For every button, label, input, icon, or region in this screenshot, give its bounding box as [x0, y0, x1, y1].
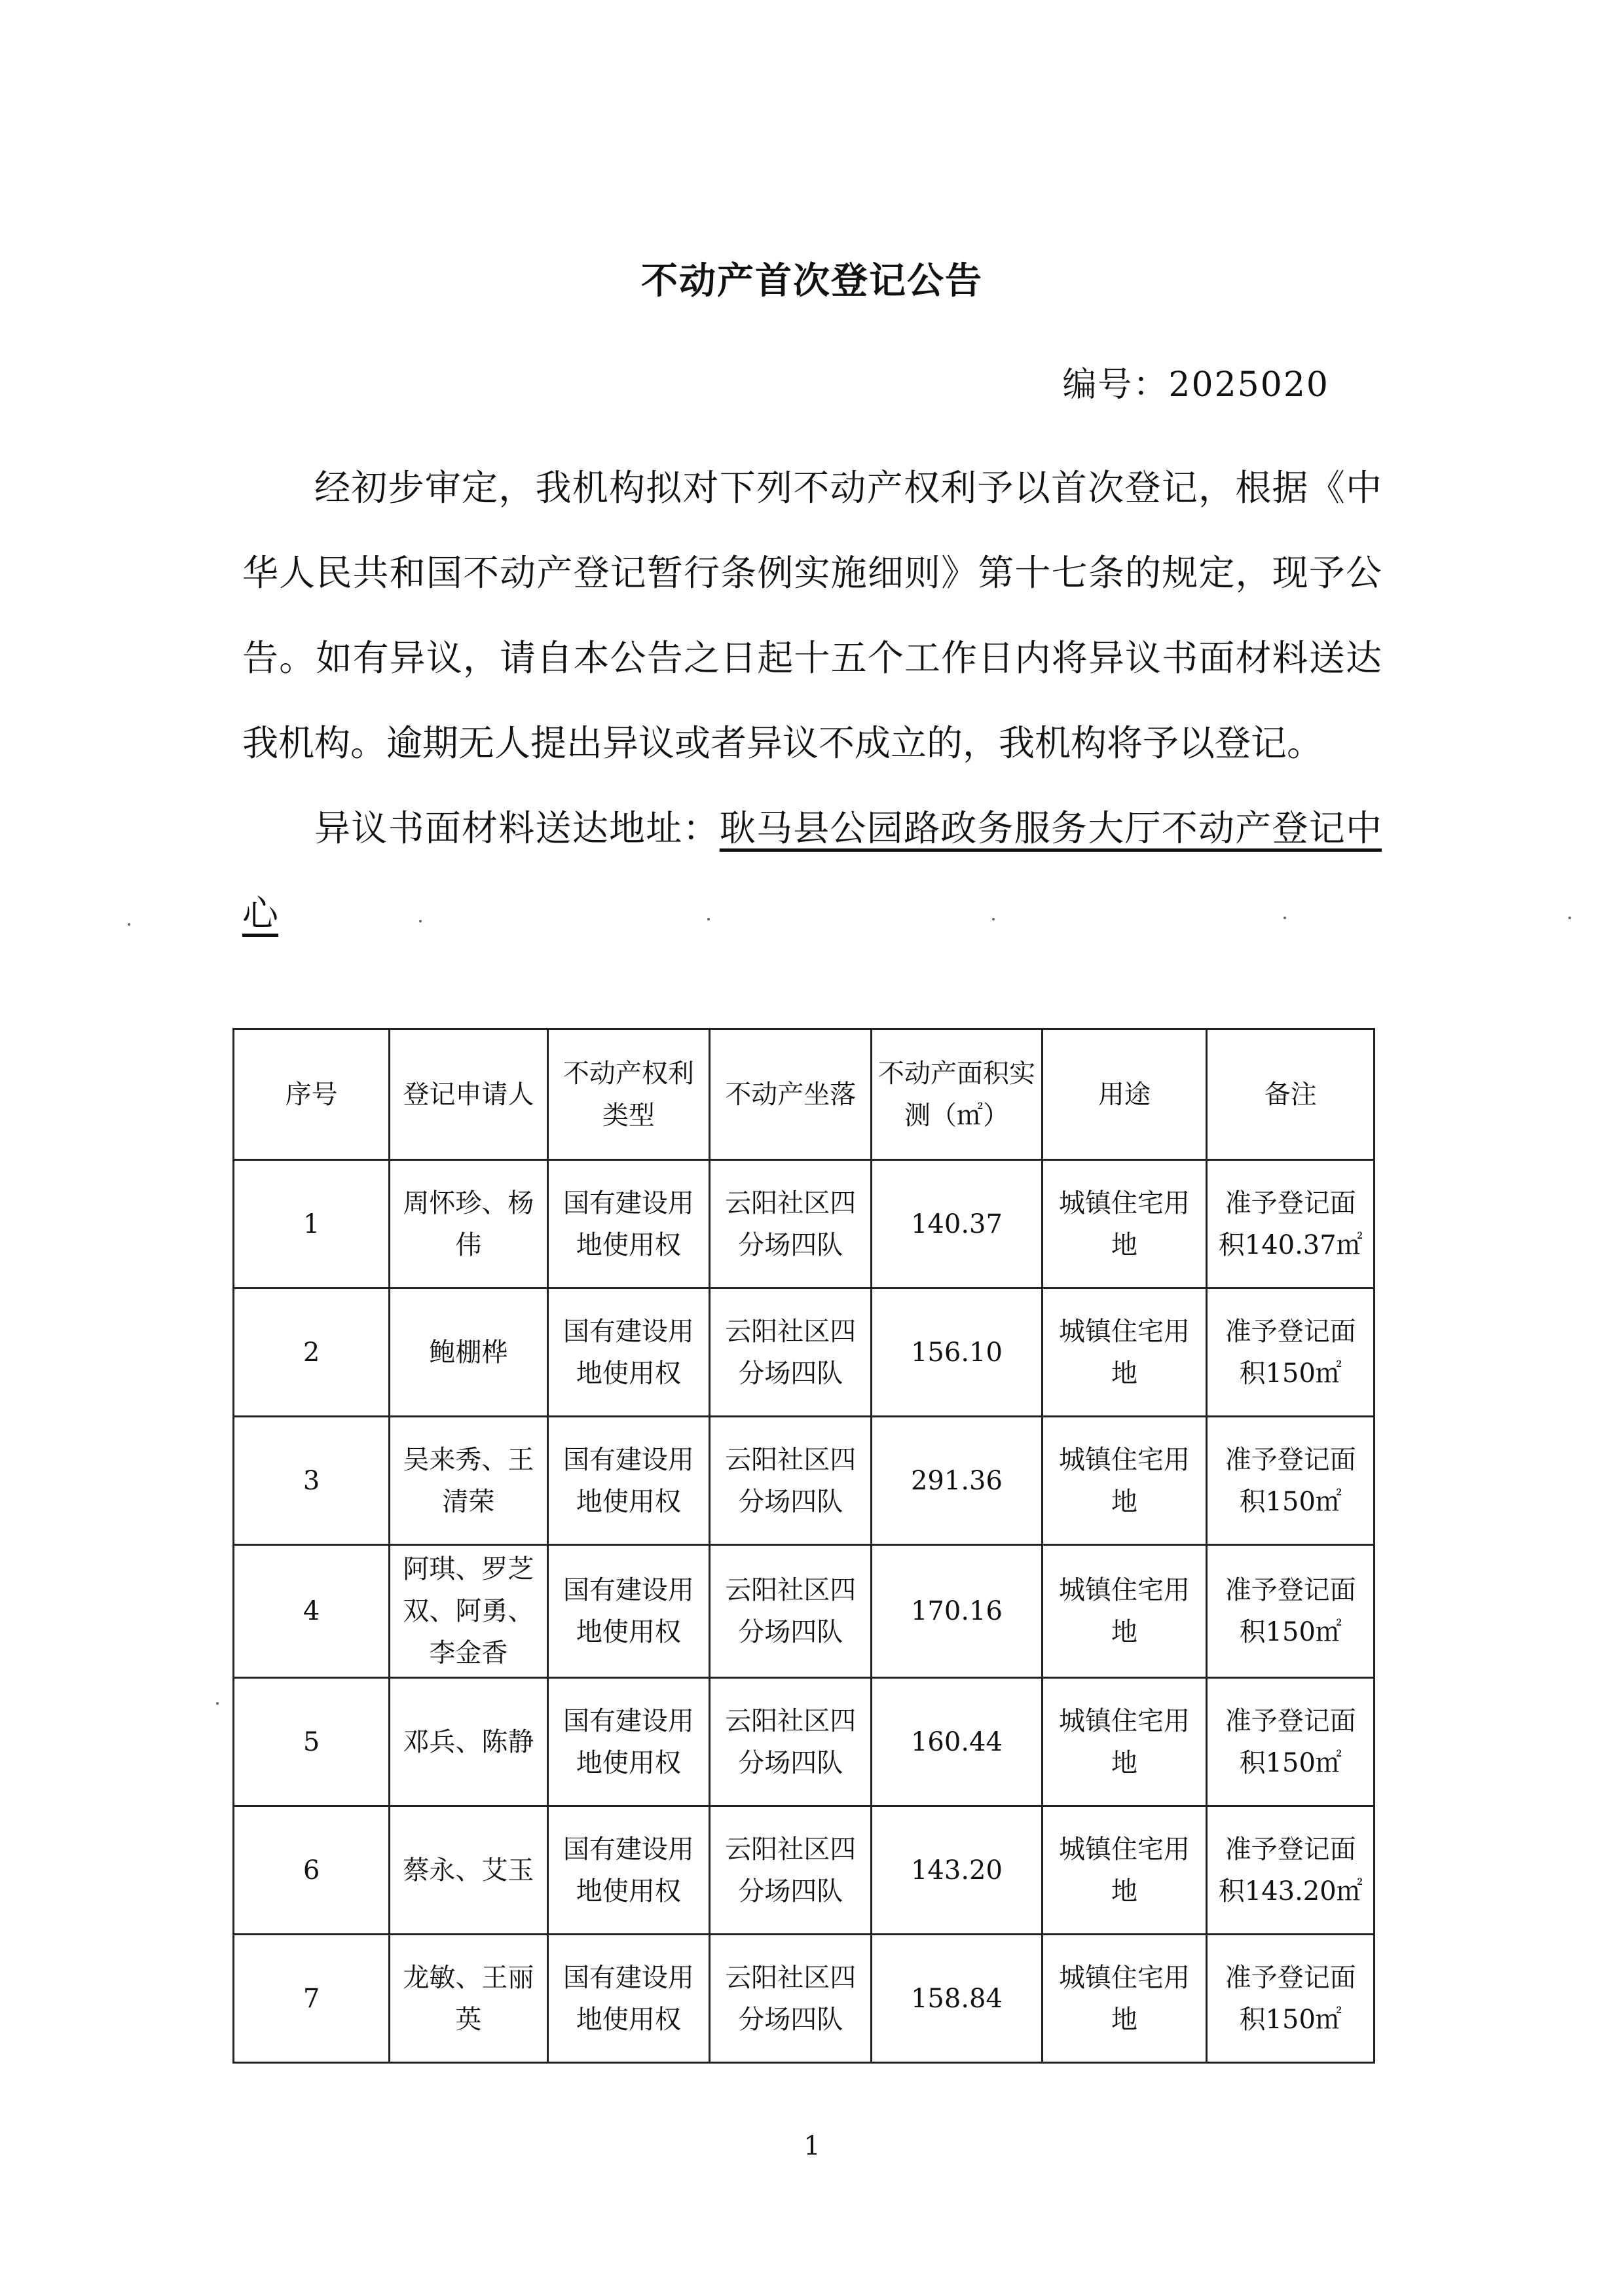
- cell-index: 1: [234, 1160, 390, 1288]
- cell-applicant: 龙敏、王丽英: [390, 1935, 547, 2063]
- cell-usage: 城镇住宅用地: [1042, 1678, 1207, 1806]
- page-title: 不动产首次登记公告: [641, 260, 983, 302]
- document-number: 编号：2025020: [1062, 365, 1329, 405]
- cell-index: 7: [234, 1935, 390, 2063]
- cell-applicant: 邓兵、陈静: [390, 1678, 547, 1806]
- table-row: [234, 1417, 1375, 1545]
- cell-index: 2: [234, 1288, 390, 1417]
- cell-area: 156.10: [872, 1288, 1042, 1417]
- announcement-body: [242, 445, 1382, 956]
- cell-right-type: 国有建设用地使用权: [547, 1288, 709, 1417]
- header-right-type: 不动产权利类型: [547, 1029, 709, 1160]
- scan-speck: [1568, 917, 1571, 919]
- header-location: 不动产坐落: [710, 1029, 872, 1160]
- cell-right-type: 国有建设用地使用权: [547, 1417, 709, 1545]
- cell-location: 云阳社区四分场四队: [710, 1417, 872, 1545]
- cell-location: 云阳社区四分场四队: [710, 1806, 872, 1935]
- cell-usage: 城镇住宅用地: [1042, 1545, 1207, 1678]
- cell-right-type: 国有建设用地使用权: [547, 1545, 709, 1678]
- table-row: [234, 1545, 1375, 1678]
- cell-index: 4: [234, 1545, 390, 1678]
- header-applicant: 登记申请人: [390, 1029, 547, 1160]
- cell-area: 158.84: [872, 1935, 1042, 2063]
- scan-speck: [216, 1702, 219, 1705]
- cell-index: 6: [234, 1806, 390, 1935]
- header-remark: 备注: [1207, 1029, 1375, 1160]
- cell-right-type: 国有建设用地使用权: [547, 1935, 709, 2063]
- cell-area: 291.36: [872, 1417, 1042, 1545]
- table-row: [234, 1160, 1375, 1288]
- announcement-paragraph: 经初步审定，我机构拟对下列不动产权利予以首次登记，根据《中华人民共和国不动产登记暂行条例实施细则》第十七条的规定，现予公告。如有异议，请自本公告之日起十五个工作日内将异议书面材料送达我机构。逾期无人提出异议或者异议不成立的，我机构将予以登记。: [242, 467, 1382, 764]
- page-number: 1: [803, 2131, 821, 2161]
- cell-right-type: 国有建设用地使用权: [547, 1806, 709, 1935]
- cell-applicant: 阿琪、罗芝双、阿勇、李金香: [390, 1545, 547, 1678]
- cell-applicant: 吴来秀、王清荣: [390, 1417, 547, 1545]
- registration-table: [232, 1028, 1375, 2064]
- cell-usage: 城镇住宅用地: [1042, 1935, 1207, 2063]
- table-row: [234, 1288, 1375, 1417]
- table-row: [234, 1935, 1375, 2063]
- cell-usage: 城镇住宅用地: [1042, 1417, 1207, 1545]
- scan-speck: [1283, 917, 1286, 919]
- header-usage: 用途: [1042, 1029, 1207, 1160]
- scan-speck: [419, 920, 422, 922]
- cell-applicant: 鲍棚桦: [390, 1288, 547, 1417]
- cell-area: 143.20: [872, 1806, 1042, 1935]
- cell-usage: 城镇住宅用地: [1042, 1806, 1207, 1935]
- table-row: [234, 1678, 1375, 1806]
- scan-speck: [128, 923, 130, 926]
- cell-remark: 准予登记面积150㎡: [1207, 1417, 1375, 1545]
- cell-right-type: 国有建设用地使用权: [547, 1160, 709, 1288]
- cell-location: 云阳社区四分场四队: [710, 1288, 872, 1417]
- cell-remark: 准予登记面积140.37㎡: [1207, 1160, 1375, 1288]
- cell-location: 云阳社区四分场四队: [710, 1935, 872, 2063]
- scan-speck: [992, 918, 995, 920]
- cell-area: 160.44: [872, 1678, 1042, 1806]
- cell-area: 140.37: [872, 1160, 1042, 1288]
- cell-usage: 城镇住宅用地: [1042, 1160, 1207, 1288]
- cell-location: 云阳社区四分场四队: [710, 1678, 872, 1806]
- table-header-row: [234, 1029, 1375, 1160]
- cell-remark: 准予登记面积150㎡: [1207, 1678, 1375, 1806]
- cell-remark: 准予登记面积150㎡: [1207, 1545, 1375, 1678]
- cell-index: 5: [234, 1678, 390, 1806]
- header-index: 序号: [234, 1029, 390, 1160]
- cell-location: 云阳社区四分场四队: [710, 1545, 872, 1678]
- cell-usage: 城镇住宅用地: [1042, 1288, 1207, 1417]
- cell-index: 3: [234, 1417, 390, 1545]
- cell-right-type: 国有建设用地使用权: [547, 1678, 709, 1806]
- scan-speck: [707, 918, 710, 920]
- cell-applicant: 蔡永、艾玉: [390, 1806, 547, 1935]
- cell-location: 云阳社区四分场四队: [710, 1160, 872, 1288]
- header-area: 不动产面积实测（㎡）: [872, 1029, 1042, 1160]
- address-label: 异议书面材料送达地址：: [314, 807, 720, 849]
- address-paragraph: [242, 786, 1382, 956]
- cell-remark: 准予登记面积143.20㎡: [1207, 1806, 1375, 1935]
- cell-applicant: 周怀珍、杨伟: [390, 1160, 547, 1288]
- cell-remark: 准予登记面积150㎡: [1207, 1288, 1375, 1417]
- cell-area: 170.16: [872, 1545, 1042, 1678]
- cell-remark: 准予登记面积150㎡: [1207, 1935, 1375, 2063]
- address-value: 耿马县公园路政务服务大厅不动产登记中心: [242, 807, 1382, 934]
- table-row: [234, 1806, 1375, 1935]
